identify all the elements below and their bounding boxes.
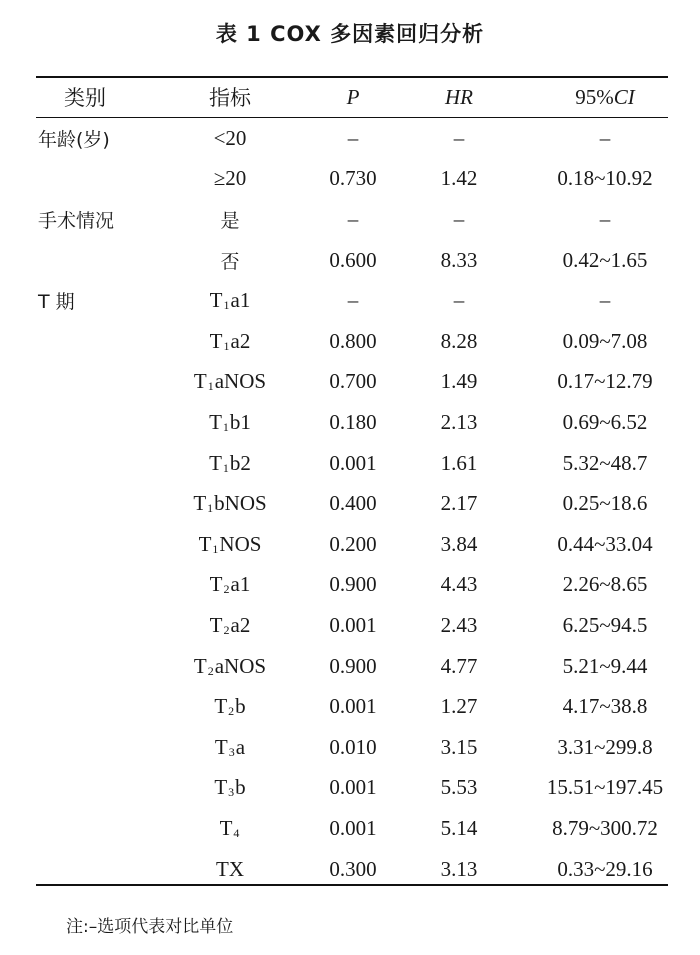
row-indicator — [170, 321, 290, 362]
indicator-subscript: 1 — [222, 460, 229, 475]
row-hr-value: 3.15 — [440, 734, 478, 759]
row-hr-value: 4.77 — [440, 653, 478, 678]
indicator-main: T — [209, 612, 223, 637]
table-row — [0, 199, 700, 240]
row-indicator — [170, 686, 290, 727]
row-hr-value: 1.27 — [440, 694, 478, 719]
table-row — [0, 443, 700, 484]
row-indicator — [170, 483, 290, 524]
row-category — [36, 808, 156, 849]
indicator-main: T — [193, 369, 207, 394]
table-row — [0, 240, 700, 281]
row-category — [36, 362, 156, 403]
indicator-suffix: b1 — [229, 409, 251, 434]
row-p-value: – — [347, 288, 359, 313]
row-p-value: 0.001 — [329, 775, 377, 800]
row-ci-value: 2.26~8.65 — [562, 572, 648, 597]
indicator-subscript: 2 — [228, 704, 235, 719]
row-ci-value: 0.25~18.6 — [562, 491, 648, 516]
row-indicator — [170, 280, 290, 321]
table-title: 表 1 COX 多因素回归分析 — [215, 22, 485, 46]
indicator-subscript: 1 — [212, 541, 219, 556]
row-p-value: 0.001 — [329, 694, 377, 719]
row-indicator — [170, 524, 290, 565]
indicator-suffix: b2 — [229, 450, 251, 475]
row-hr-value: – — [453, 125, 465, 150]
indicator-main: 是 — [220, 209, 240, 232]
row-ci-value: 3.31~299.8 — [557, 734, 653, 759]
table-row — [0, 280, 700, 321]
table-row — [0, 768, 700, 809]
row-hr-value: 8.33 — [440, 247, 478, 272]
row-category — [36, 321, 156, 362]
indicator-main: T — [193, 653, 207, 678]
indicator-suffix: b — [235, 694, 246, 719]
row-hr-value: 2.17 — [440, 491, 478, 516]
row-category: 手术情况 — [38, 209, 115, 232]
row-indicator — [170, 768, 290, 809]
row-p-value: 0.001 — [329, 450, 377, 475]
row-indicator — [170, 159, 290, 200]
indicator-subscript: 4 — [233, 825, 240, 840]
table-header — [0, 78, 700, 116]
row-hr-value: – — [453, 288, 465, 313]
row-hr-value: 1.49 — [440, 369, 478, 394]
indicator-main: T — [209, 328, 223, 353]
row-ci-value: 8.79~300.72 — [552, 815, 658, 840]
row-hr-value: 8.28 — [440, 328, 478, 353]
indicator-main: T — [209, 572, 223, 597]
row-indicator — [170, 727, 290, 768]
table-row — [0, 402, 700, 443]
row-p-value: 0.001 — [329, 612, 377, 637]
row-hr-value: 1.42 — [440, 166, 478, 191]
indicator-subscript: 2 — [207, 663, 214, 678]
row-category — [36, 159, 156, 200]
indicator-suffix: a2 — [230, 328, 251, 353]
row-category — [36, 605, 156, 646]
row-category — [36, 443, 156, 484]
row-p-value: 0.180 — [329, 409, 377, 434]
indicator-suffix: a2 — [230, 612, 251, 637]
row-p-value: – — [347, 125, 359, 150]
table-row — [0, 483, 700, 524]
header-indicator: 指标 — [209, 86, 251, 110]
row-ci-value: 5.21~9.44 — [562, 653, 648, 678]
row-ci-value: 0.33~29.16 — [557, 856, 653, 881]
row-ci-value: 4.17~38.8 — [562, 694, 648, 719]
indicator-main: T — [209, 409, 222, 434]
header-hr: HR — [445, 84, 473, 109]
indicator-suffix: a — [235, 734, 246, 759]
indicator-suffix: aNOS — [214, 369, 267, 394]
row-p-value: 0.300 — [329, 856, 377, 881]
table-row — [0, 524, 700, 565]
indicator-main: T — [198, 531, 212, 556]
row-hr-value: 5.14 — [440, 815, 478, 840]
indicator-main: T — [209, 288, 223, 313]
indicator-main: TX — [216, 856, 244, 881]
row-indicator — [170, 240, 290, 281]
row-p-value: 0.900 — [329, 572, 377, 597]
indicator-main: T — [214, 694, 228, 719]
indicator-subscript: 1 — [223, 338, 230, 353]
header-p: P — [346, 84, 360, 109]
indicator-suffix: a1 — [230, 288, 251, 313]
indicator-main: T — [209, 450, 222, 475]
table-row — [0, 686, 700, 727]
row-ci-value: 0.18~10.92 — [557, 166, 653, 191]
indicator-main: 否 — [220, 250, 240, 273]
indicator-suffix: NOS — [219, 531, 262, 556]
row-ci-value: 6.25~94.5 — [562, 612, 648, 637]
row-category — [36, 727, 156, 768]
row-hr-value: 4.43 — [440, 572, 478, 597]
table-row — [0, 605, 700, 646]
row-ci-value: 0.17~12.79 — [557, 369, 653, 394]
row-p-value: 0.900 — [329, 653, 377, 678]
indicator-subscript: 2 — [223, 622, 230, 637]
table-row — [0, 159, 700, 200]
row-category — [36, 565, 156, 606]
row-ci-value: 0.42~1.65 — [562, 247, 648, 272]
row-hr-value: 2.13 — [440, 409, 478, 434]
indicator-subscript: 3 — [228, 744, 235, 759]
row-indicator — [170, 402, 290, 443]
row-hr-value: 3.84 — [440, 531, 478, 556]
row-ci-value: 15.51~197.45 — [546, 775, 664, 800]
row-hr-value: – — [453, 206, 465, 231]
header-ci-italic: CI — [613, 84, 635, 109]
row-p-value: 0.010 — [329, 734, 377, 759]
indicator-main: T — [214, 734, 228, 759]
indicator-suffix: b — [235, 775, 246, 800]
row-indicator — [170, 362, 290, 403]
indicator-main: ≥20 — [213, 166, 247, 191]
indicator-subscript: 2 — [223, 582, 230, 597]
row-hr-value: 2.43 — [440, 612, 478, 637]
indicator-subscript: 1 — [207, 379, 214, 394]
row-ci-value: – — [599, 288, 611, 313]
indicator-suffix: bNOS — [214, 491, 267, 516]
bottom-rule — [36, 884, 668, 886]
row-category: 年龄(岁) — [38, 128, 110, 151]
row-p-value: 0.200 — [329, 531, 377, 556]
row-ci-value: 5.32~48.7 — [562, 450, 648, 475]
table-row — [0, 362, 700, 403]
indicator-suffix: a1 — [230, 572, 251, 597]
header-category: 类别 — [64, 86, 106, 110]
row-category — [36, 402, 156, 443]
row-indicator — [170, 605, 290, 646]
row-p-value: 0.400 — [329, 491, 377, 516]
indicator-subscript: 1 — [207, 501, 214, 516]
row-category — [36, 524, 156, 565]
row-indicator — [170, 808, 290, 849]
table-note: 注:–选项代表对比单位 — [66, 917, 234, 937]
indicator-main: T — [219, 815, 233, 840]
row-category — [36, 768, 156, 809]
header-ci — [520, 78, 690, 116]
row-p-value: – — [347, 206, 359, 231]
row-ci-value: 0.09~7.08 — [562, 328, 648, 353]
row-hr-value: 3.13 — [440, 856, 478, 881]
table-row — [0, 646, 700, 687]
indicator-main: <20 — [213, 125, 247, 150]
row-category — [36, 646, 156, 687]
row-hr-value: 1.61 — [440, 450, 478, 475]
table-row — [0, 727, 700, 768]
row-indicator — [170, 443, 290, 484]
indicator-subscript: 1 — [223, 298, 230, 313]
row-ci-value: – — [599, 125, 611, 150]
row-ci-value: 0.44~33.04 — [557, 531, 653, 556]
indicator-subscript: 3 — [228, 785, 235, 800]
table-row — [0, 808, 700, 849]
indicator-main: T — [193, 491, 207, 516]
row-ci-value: – — [599, 206, 611, 231]
row-hr-value: 5.53 — [440, 775, 478, 800]
row-indicator — [170, 118, 290, 159]
row-p-value: 0.730 — [329, 166, 377, 191]
row-indicator — [170, 199, 290, 240]
indicator-main: T — [214, 775, 228, 800]
row-category — [36, 483, 156, 524]
row-p-value: 0.700 — [329, 369, 377, 394]
row-p-value: 0.800 — [329, 328, 377, 353]
row-category — [36, 240, 156, 281]
table-row — [0, 118, 700, 159]
row-ci-value: 0.69~6.52 — [562, 409, 648, 434]
row-p-value: 0.600 — [329, 247, 377, 272]
table-row — [0, 565, 700, 606]
table-row — [0, 321, 700, 362]
indicator-subscript: 1 — [222, 419, 229, 434]
row-category — [36, 686, 156, 727]
row-indicator — [170, 646, 290, 687]
indicator-suffix: aNOS — [214, 653, 267, 678]
row-category: T 期 — [38, 291, 75, 314]
header-ci-prefix: 95% — [575, 84, 614, 109]
row-indicator — [170, 565, 290, 606]
row-p-value: 0.001 — [329, 815, 377, 840]
